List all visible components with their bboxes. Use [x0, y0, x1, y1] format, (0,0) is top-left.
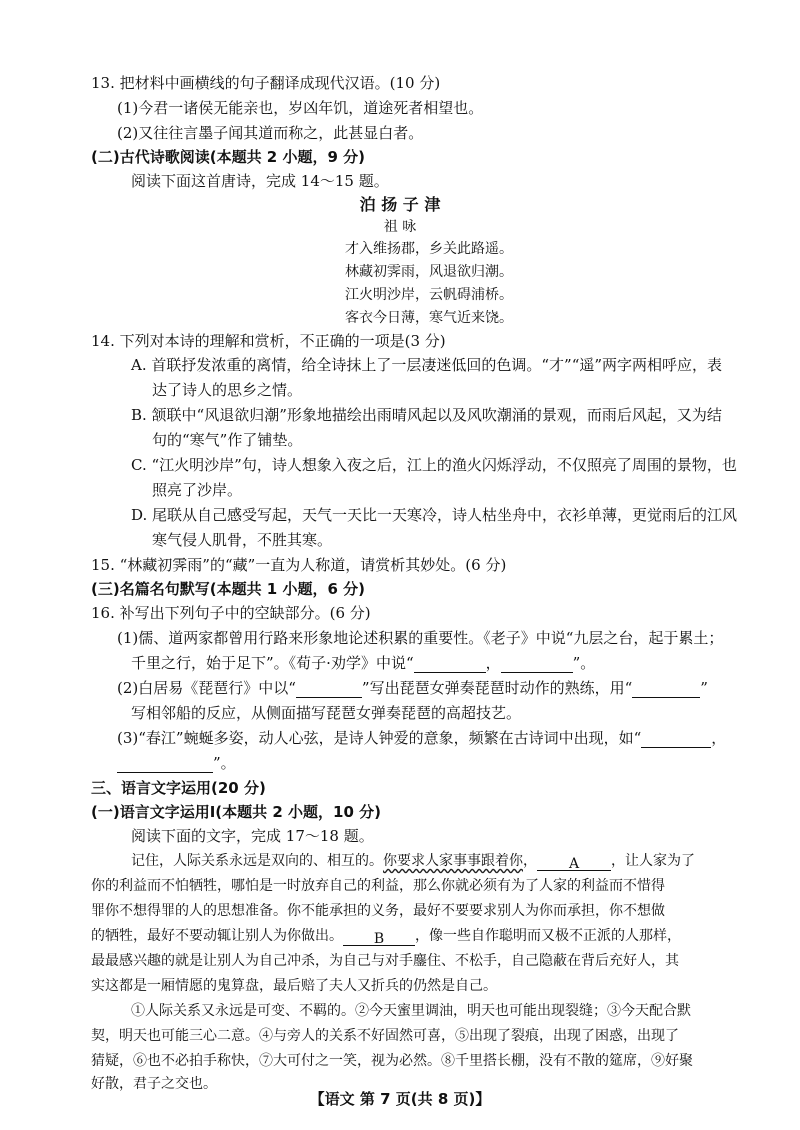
answer-blank[interactable]	[501, 656, 573, 673]
passage-text: 记住，人际关系永远是双向的、相互的。	[131, 853, 383, 869]
page-footer: 【语文 第 7 页(共 8 页)】	[309, 1090, 491, 1108]
passage-line	[131, 851, 695, 871]
passage-line: 最最感兴趣的就是让别人为自己冲杀，为自己与对手鏖住、不松手，自己隐蔽在背后充好人，其	[91, 953, 679, 969]
q16-part-2-text: (2)白居易《琵琶行》中以“	[117, 679, 296, 697]
q16-stem: 16. 补写出下列句子中的空缺部分。(6 分)	[91, 604, 371, 622]
q16-part-1-end: ”。	[572, 654, 596, 672]
passage-line: 实这都是一厢情愿的鬼算盘，最后赔了夫人又折兵的仍然是自己。	[91, 978, 497, 994]
poem-line: 客衣今日薄，寒气近来饶。	[345, 310, 513, 326]
q14-option-d-cont: 寒气侵人肌骨，不胜其寒。	[152, 531, 333, 549]
q14-option-c-cont: 照亮了沙岸。	[152, 481, 243, 499]
q13-stem: 13. 把材料中画横线的句子翻译成现代汉语。(10 分)	[91, 74, 441, 92]
part3-sub-heading: (一)语言文字运用Ⅰ(本题共 2 小题，10 分)	[91, 803, 381, 821]
q14-option-b: B. 颔联中“风退欲归潮”形象地描绘出雨晴风起以及风吹潮涌的景观，而雨后风起，又为结	[131, 406, 722, 424]
passage-text: ，像一些自作聪明而又极不正派的人那样，	[415, 928, 681, 944]
q15-stem: 15. “林藏初霁雨”的“藏”一直为人称道，请赏析其妙处。(6 分)	[91, 556, 507, 574]
poem-line: 才入维扬郡，乡关此路遥。	[345, 241, 513, 257]
q16-part-3	[117, 728, 726, 748]
q14-option-a: A. 首联抒发浓重的离情，给全诗抹上了一层凄迷低回的色调。“才”“遥”两字两相呼应，表	[131, 356, 723, 374]
q16-part-1-text: 千里之行，始于足下”。《荀子·劝学》中说“	[131, 654, 414, 672]
q16-part-1-cont	[131, 653, 595, 673]
poem-line: 江火明沙岸，云帆碍浦桥。	[345, 287, 513, 303]
q13-sentence-1: (1)今君一诸侯无能亲也，岁凶年饥，道途死者相望也。	[117, 99, 484, 117]
q14-option-c: C. “江火明沙岸”句，诗人想象入夜之后，江上的渔火闪烁浮动，不仅照亮了周围的景物，也	[131, 456, 737, 474]
poem-line: 林藏初霁雨，风退欲归潮。	[345, 264, 513, 280]
blank-b[interactable]: B	[343, 929, 415, 946]
section-poetry-heading: (二)古代诗歌阅读(本题共 2 小题，9 分)	[91, 148, 365, 166]
q16-part-3-sep: ，	[711, 729, 727, 747]
answer-blank[interactable]	[117, 756, 213, 773]
passage-line: 猜疑，⑥也不必拍手称快，⑦大可付之一笑，视为必然。⑧千里搭长棚，没有不散的筵席，⑨好聚	[91, 1053, 693, 1069]
answer-blank[interactable]	[414, 656, 486, 673]
q14-option-b-cont: 句的“寒气”作了铺垫。	[152, 431, 303, 449]
section-dictation-heading: (三)名篇名句默写(本题共 1 小题，6 分)	[91, 580, 365, 598]
q16-part-1: (1)儒、道两家都曾用行路来形象地论述积累的重要性。《老子》中说“九层之台，起于累土；	[117, 629, 724, 647]
q16-part-3-cont	[117, 753, 236, 773]
passage-line: 你的利益而不怕牺牲，哪怕是一时放弃自己的利益，那么你就必须有为了人家的利益而不惜得	[91, 878, 665, 894]
section-poetry-intro: 阅读下面这首唐诗，完成 14～15 题。	[131, 172, 389, 190]
answer-blank[interactable]	[641, 731, 711, 748]
q14-stem: 14. 下列对本诗的理解和赏析，不正确的一项是(3 分)	[91, 332, 446, 350]
q16-part-2-mid: ”写出琵琶女弹奏琵琶时动作的熟练，用“	[361, 679, 633, 697]
passage-line: 好散，君子之交也。	[91, 1076, 217, 1092]
passage-line	[91, 926, 681, 946]
passage-line: 契，明天也可能三心二意。④与旁人的关系不好固然可喜，⑤出现了裂痕，出现了困惑，出现了	[91, 1028, 679, 1044]
q16-part-2-end: ”	[700, 679, 708, 697]
passage-text: ，	[523, 853, 537, 869]
part3-intro: 阅读下面的文字，完成 17～18 题。	[131, 827, 374, 845]
poem-title: 泊 扬 子 津	[359, 195, 441, 214]
part3-heading: 三、语言文字运用(20 分)	[91, 779, 266, 797]
q16-part-3-end: ”。	[213, 754, 236, 772]
passage-text: 的牺牲，最好不要动辄让别人为你做出。	[91, 928, 343, 944]
answer-blank[interactable]	[296, 681, 362, 698]
q16-part-2	[117, 678, 708, 698]
poem-author: 祖 咏	[383, 219, 417, 235]
q14-option-d: D. 尾联从自己感受写起，天气一天比一天寒冷，诗人枯坐舟中，衣衫单薄，更觉雨后的江风	[131, 506, 738, 524]
answer-blank[interactable]	[632, 681, 700, 698]
passage-line: 罪你不想得罪的人的思想准备。你不能承担的义务，最好不要要求别人为你而承担，你不想做	[91, 903, 665, 919]
passage-line: ①人际关系又永远是可变、不羁的。②今天蜜里调油，明天也可能出现裂缝；③今天配合默	[131, 1003, 691, 1019]
q16-part-2-cont: 写相邻船的反应，从侧面描写琵琶女弹奏琵琶的高超技艺。	[131, 704, 522, 722]
passage-text: ，让人家为了	[611, 853, 695, 869]
blank-a[interactable]: A	[537, 854, 611, 871]
q13-sentence-2: (2)又往往言墨子闻其道而称之，此甚显白者。	[117, 124, 424, 142]
q14-option-a-cont: 达了诗人的思乡之情。	[152, 381, 303, 399]
q16-part-3-text: (3)“春江”蜿蜒多姿，动人心弦，是诗人钟爱的意象，频繁在古诗词中出现，如“	[117, 729, 642, 747]
wavy-underlined-sentence: 你要求人家事事跟着你	[383, 853, 523, 869]
q16-part-1-sep: ，	[485, 654, 501, 672]
